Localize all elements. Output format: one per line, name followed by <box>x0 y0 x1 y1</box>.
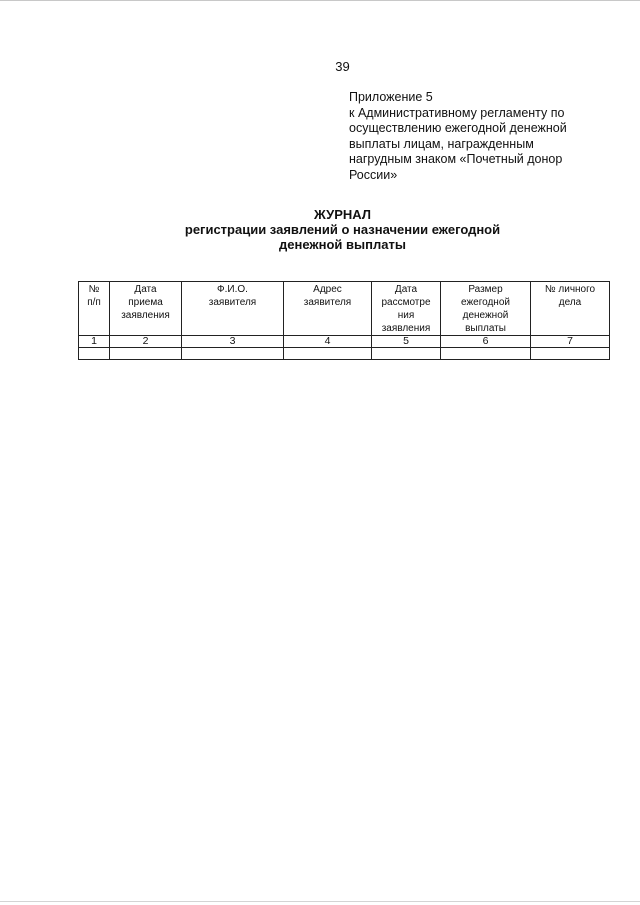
page-number: 39 <box>335 59 350 74</box>
header-applicant-name: Ф.И.О. заявителя <box>182 282 284 336</box>
header-number: № п/п <box>79 282 110 336</box>
table-cell: 2 <box>110 336 182 348</box>
page-bottom-edge <box>0 901 640 902</box>
table-row-empty <box>79 348 610 360</box>
appendix-line: нагрудным знаком «Почетный донор <box>349 152 563 167</box>
appendix-line: России» <box>349 167 398 182</box>
table-cell <box>372 348 441 360</box>
table-header-row <box>79 282 610 336</box>
appendix-line: выплаты лицам, награжденным <box>349 136 534 151</box>
table-cell: 1 <box>79 336 110 348</box>
page-top-edge <box>0 0 640 1</box>
journal-subtitle <box>0 222 640 252</box>
table-cell: 7 <box>531 336 610 348</box>
appendix-line: к Административному регламенту по <box>349 105 565 120</box>
header-applicant-address: Адрес заявителя <box>284 282 372 336</box>
table-cell <box>531 348 610 360</box>
table-cell: 3 <box>182 336 284 348</box>
appendix-line: осуществлению ежегодной денежной <box>349 121 567 136</box>
header-review-date: Дата рассмотре ния заявления <box>372 282 441 336</box>
journal-subtitle-line: регистрации заявлений о назначении ежегодной <box>184 222 501 237</box>
appendix-block <box>349 90 619 184</box>
header-payment-amount: Размер ежегодной денежной выплаты <box>441 282 531 336</box>
table-row-column-numbers <box>79 336 610 348</box>
table-cell <box>182 348 284 360</box>
table-cell <box>110 348 182 360</box>
table-cell: 5 <box>372 336 441 348</box>
header-personal-file-number: № личного дела <box>531 282 610 336</box>
table-cell: 6 <box>441 336 531 348</box>
table-cell <box>441 348 531 360</box>
register-table <box>78 281 610 360</box>
appendix-line: Приложение 5 <box>349 90 433 104</box>
table-cell <box>79 348 110 360</box>
journal-title: ЖУРНАЛ <box>314 207 371 222</box>
table-cell <box>284 348 372 360</box>
header-receipt-date: Дата приема заявления <box>110 282 182 336</box>
journal-subtitle-line: денежной выплаты <box>279 237 406 252</box>
table-cell: 4 <box>284 336 372 348</box>
